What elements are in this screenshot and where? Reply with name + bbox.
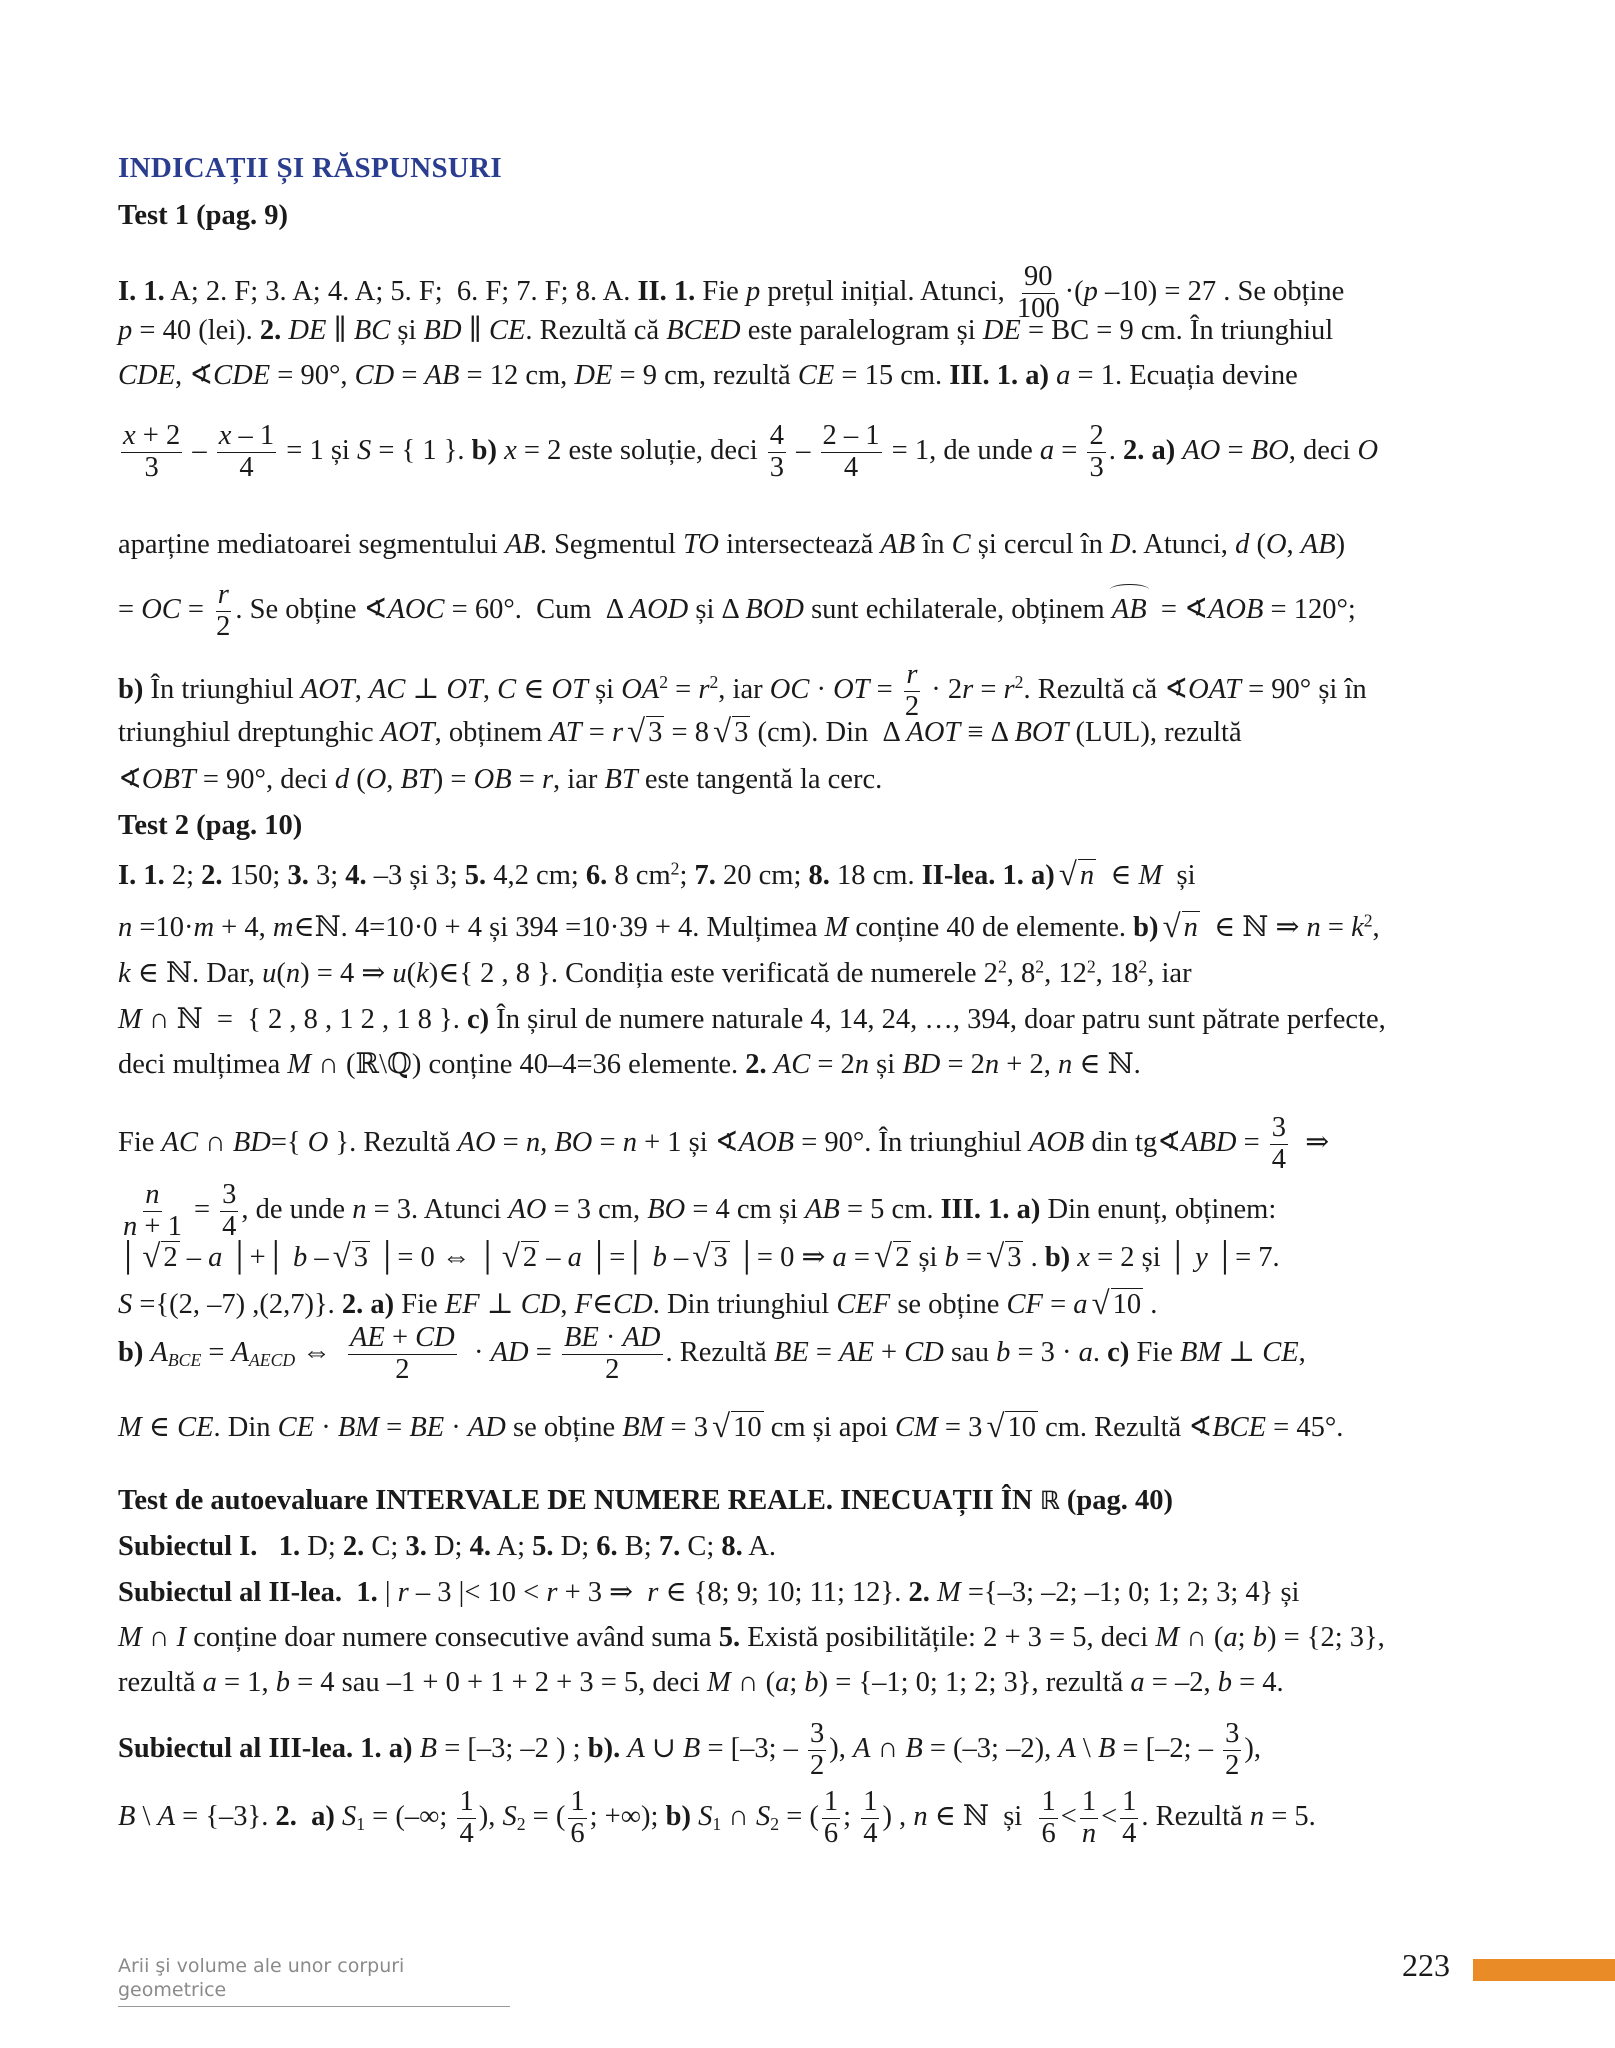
subject-3-line-2: B \ A = {–3}. 2. a) $S_1$ = (–∞; $\frac{1}{4}$ ), $S_2$ = ( $\frac{1}{6}$ ; +∞); b) $S_1$ ∩ $S_2$ = ( $\frac{1}{6}$ ; $\frac{1}{4}$ ) , n ∈ ℕ și $\frac{1}{6}$ < $\frac{1}{n}$ < $\frac{1}{4}$ . Rezultă n = 5. [118,1786,1316,1849]
test-2-line-3: k ∈ ℕ. Dar, u(n) = 4 ⇒ u(k)∈{ 2 , 8 }. Condiția este verificată de numerele $2^2$, $8^2$, $12^2$, $18^2$, iar [118,956,1192,989]
test-1-line-6: = OC = $\frac{r}{2}$ . Se obține ∢AOC = 60°. Cum Δ AOD și Δ BOD sunt echilaterale, obținem AB = ∢AOB = 120°; [118,579,1356,642]
test-1-line-3: CDE, ∢CDE = 90°, CD = AB = 12 cm, DE = 9 cm, rezultă CE = 15 cm. III. 1. a) a = 1. Ecuația devine [118,360,1298,391]
test-1-line-4: $\frac{x + 2}{3}$ – $\frac{x - 1}{4}$ = 1 și S = { 1 }. b) x = 2 este soluție, deci $\frac{4}{3}$ – $\frac{2 - 1}{4}$ = 1, de unde a = $\frac{2}{3}$ . 2. a) AO = BO, deci O [123,420,1379,483]
test-2-title: Test 2 (pag. 10) [118,810,303,841]
test-3-title: Test de autoevaluare INTERVALE DE NUMERE REALE. INECUAȚII ÎN ℝ (pag. 40) [118,1485,1174,1516]
subject-3-line-1: Subiectul al III-lea. 1. a) B = [–3; –2 ) ; b). A ∪ B = [–3; – $\frac{3}{2}$ ), A ∩ B = (–3; –2), A \ B = [–2; – $\frac{3}{2}$ ), [118,1718,1261,1781]
test-2-line-5: deci mulțimea M ∩ (ℝ\ℚ) conține 40–4=36 elemente. 2. AC = 2n și BD = 2n + 2, n ∈ ℕ. [118,1049,1141,1080]
test-1-title: Test 1 (pag. 9) [118,200,288,231]
test-2-line-4: M ∩ ℕ = { 2 , 8 , 1 2 , 1 8 }. c) În șirul de numere naturale 4, 14, 24, …, 394, doar patru sunt pătrate perfecte, [118,1004,1386,1035]
page-number: 223 [1402,1947,1450,1983]
test-1-line-5: aparține mediatoarei segmentului AB. Segmentul TO intersectează AB în C și cercul în D. Atunci, d (O, AB) [118,529,1346,560]
section-heading: INDICAȚII ȘI RĂSPUNSURI [118,152,502,184]
test-2-line-9: S ={(2, –7) ,(2,7)}. 2. a) Fie EF ⊥ CD, F∈CD. Din triunghiul CEF se obține CF = a √ 10 . [118,1287,1157,1323]
test-2-line-1: I. 1. 2; 2. 150; 3. 3; 4. –3 și 3; 5. 4,2 cm; 6. 8 $cm^2$; 7. 20 cm; 8. 18 cm. II-lea. 1. a) √ n ∈ M și [118,858,1196,894]
subject-2-line-1: Subiectul al II-lea. 1. | r – 3 |< 10 < r + 3 ⇒ r ∈ {8; 9; 10; 11; 12}. 2. M ={–3; –2; –1; 0; 1; 2; 3; 4} și [118,1577,1300,1608]
test-1-line-7: b) În triunghiul AOT, AC ⊥ OT, C ∈ OT și $OA^2 = r^2$, iar OC · OT = $\frac{r}{2}$ · $2r = r^2$. Rezultă că ∢OAT = 90° și în [118,659,1367,722]
test-1-line-2: p = 40 (lei). 2. DE ∥ BC și BD ∥ CE. Rezultă că BCED este paralelogram și DE = BC = 9 cm. În triunghiul [118,315,1334,346]
subject-1-answers: Subiectul I. 1. D; 2. C; 3. D; 4. A; 5. D; 6. B; 7. C; 8. A. [118,1531,777,1562]
subject-2-line-2: M ∩ I conține doar numere consecutive având suma 5. Există posibilitățile: 2 + 3 = 5, deci M ∩ (a; b) = {2; 3}, [118,1622,1385,1653]
subject-2-line-3: rezultă a = 1, b = 4 sau –1 + 0 + 1 + 2 + 3 = 5, deci M ∩ (a; b) = {–1; 0; 1; 2; 3}, rezultă a = –2, b = 4. [118,1667,1284,1698]
test-2-line-2: n =10·m + 4, m∈ℕ. 4=10·0 + 4 și 394 =10·39 + 4. Mulțimea M conține 40 de elemente. b) √ n ∈ ℕ ⇒ $n = k^2$, [118,910,1380,946]
test-1-line-1: I. 1. A; 2. F; 3. A; 4. A; 5. F; 6. F; 7. F; 8. A. II. 1. Fie p prețul inițial. Atunci, $\frac{90}{100}$ ·(p –10) = 27 . Se obține [118,261,1345,324]
footer-chapter-title: Arii şi volume ale unor corpuri geometrice [118,1955,510,2007]
test-1-line-8: triunghiul dreptunghic AOT, obținem AT = r √ 3 = 8 √ 3 (cm). Din Δ AOT ≡ Δ BOT (LUL), rezultă [118,715,1242,751]
test-1-line-9: ∢OBT = 90°, deci d (O, BT) = OB = r, iar BT este tangentă la cerc. [118,764,883,795]
test-2-line-11: M ∈ CE. Din CE · BM = BE · AD se obține BM = 3 √ 10 cm și apoi CM = 3 √ 10 cm. Rezultă ∢BCE = 45°. [118,1410,1343,1446]
footer-accent-bar [1473,1959,1615,1981]
test-2-line-10: b) $A_{BCE} = A_{AECD}$ ⇔ $\frac{AE + CD}{2}$ · AD = $\frac{BE \cdot AD}{2}$ . Rezultă BE = AE + CD sau b = 3 · a. c) Fie BM ⊥ CE, [118,1322,1306,1385]
test-2-line-7: $\frac{n}{n + 1}$ = $\frac{3}{4}$ , de unde n = 3. Atunci AO = 3 cm, BO = 4 cm și AB = 5 cm. III. 1. a) Din enunț, obținem: [123,1179,1277,1242]
test-2-line-8: │ √ 2 – a │+│ b – √ 3 │= 0 ⇔ │ √ 2 – a │=│ b – √ 3 │= 0 ⇒ a = √ 2 și b = √ 3 . b) x = 2 și │ y │= 7. [118,1240,1280,1276]
test-2-line-6: Fie AC ∩ BD={ O }. Rezultă AO = n, BO = n + 1 și ∢AOB = 90°. În triunghiul AOB din tg∢ABD = $\frac{3}{4}$ ⇒ [118,1112,1330,1175]
